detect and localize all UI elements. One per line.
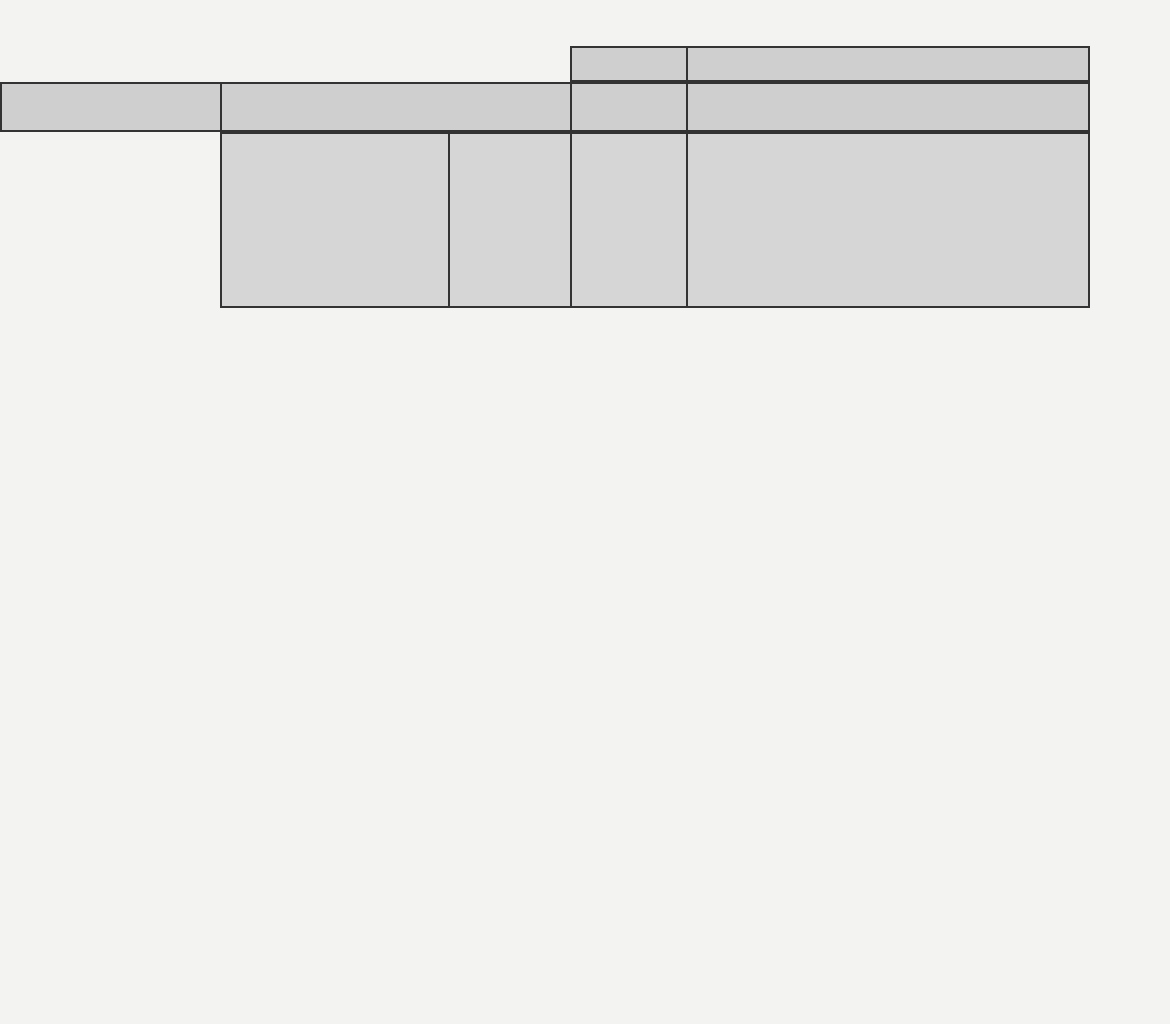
formula-percent-cell — [570, 82, 688, 132]
formula-daily-cell — [220, 82, 572, 132]
header-year-1404 — [570, 132, 688, 308]
increase-label-cell — [686, 46, 1090, 82]
header-increase-amount — [220, 132, 450, 308]
formula-label-cell — [686, 82, 1090, 132]
increase-value-cell — [570, 46, 688, 82]
formula-monthly-cell — [0, 82, 222, 132]
header-items — [686, 132, 1090, 308]
header-year-1405 — [448, 132, 572, 308]
